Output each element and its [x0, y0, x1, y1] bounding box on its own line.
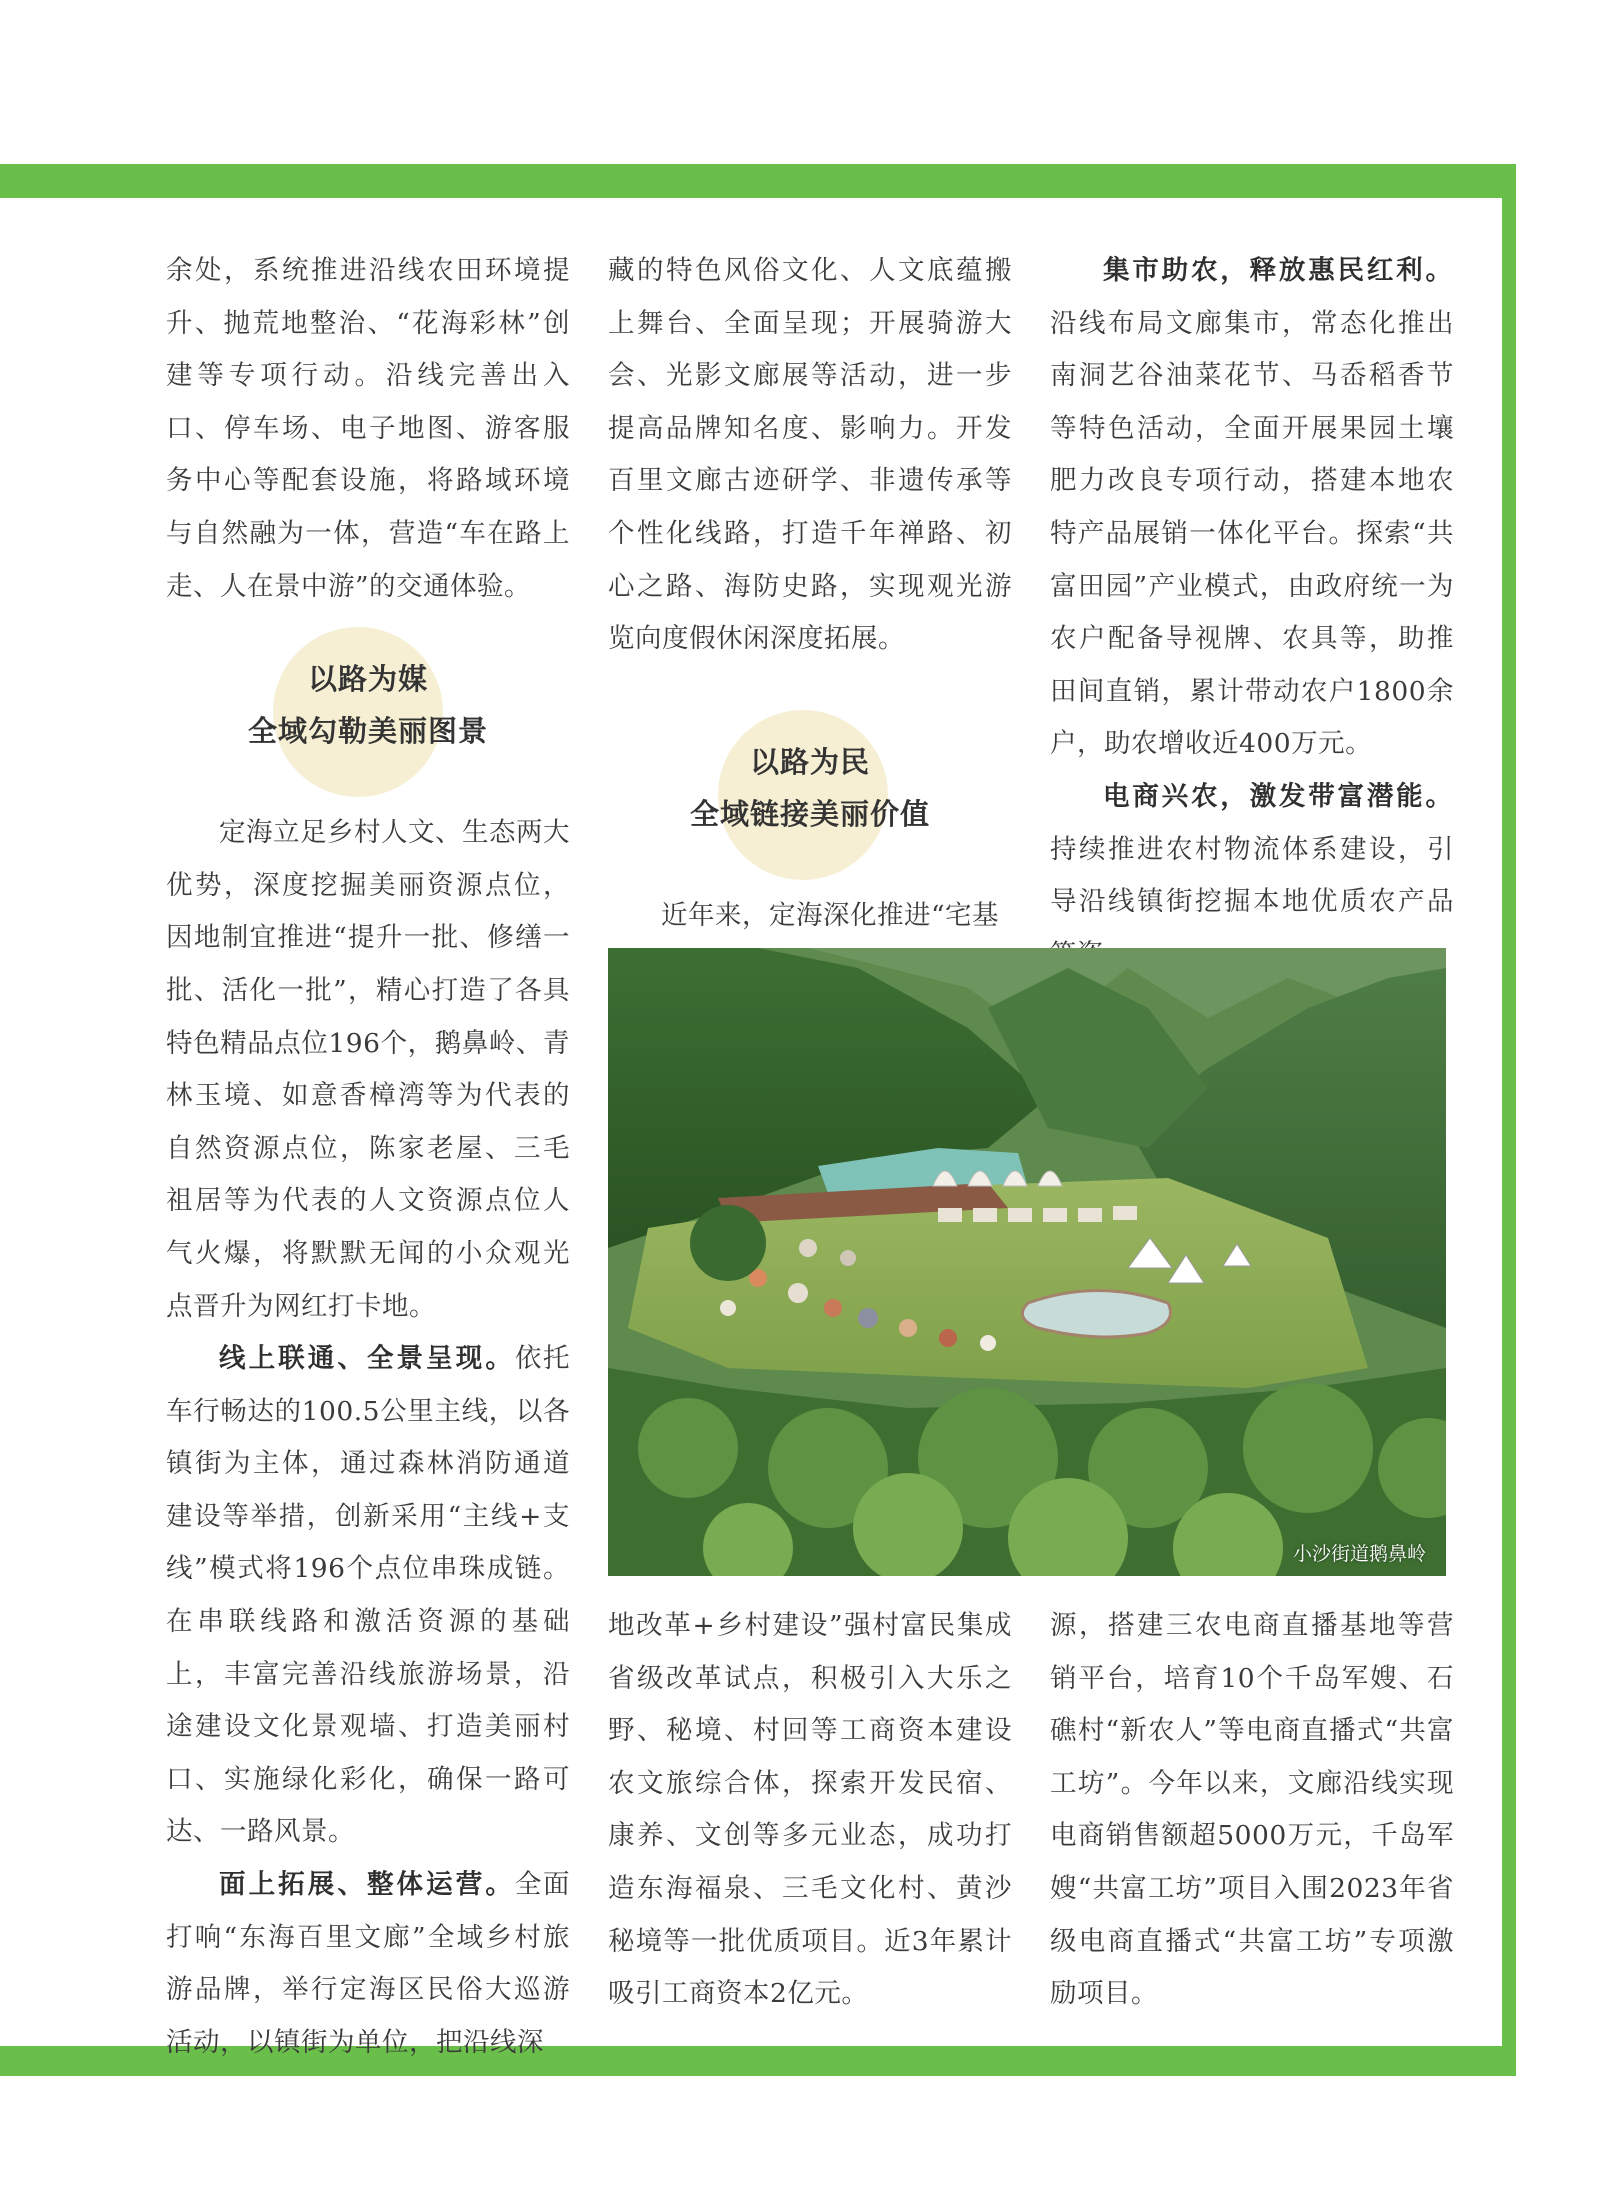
col2-paragraph-2: 近年来，定海深化推进“宅基 [661, 899, 1000, 931]
column-1 [166, 245, 570, 2069]
right-green-bar [1502, 164, 1516, 2046]
section-heading-1 [166, 627, 570, 797]
column-3 [1050, 245, 1454, 981]
landscape-photo [608, 948, 1446, 1576]
col3-paragraph-2-body: 持续推进农村物流体系建设，引导沿线镇街挖掘本地优质农产品 [1050, 833, 1454, 918]
col1-paragraph-4 [166, 1859, 570, 2069]
col2-paragraph-1: 藏的特色风俗文化、人文底蕴搬上舞台、全面呈现；开展骑游大会、光影文廊展等活动，进一步提高品牌知名度、影响力。开发百里文廊古迹研学、非遗传承等个性化线路，打造千年禅路、初心之路、海防史路，实现观光游览向度假休闲深度拓展。 [608, 255, 1012, 655]
column-2-continued [608, 1600, 1012, 2021]
section-heading-2 [608, 710, 1012, 880]
col3-paragraph-1 [1050, 245, 1454, 771]
heading-2-line-2: 全域链接美丽价值 [689, 796, 930, 831]
col1-paragraph-3 [166, 1333, 570, 1859]
top-green-bar [0, 164, 1516, 198]
heading-1-line-1: 以路为媒 [307, 662, 428, 697]
col3-paragraph-3: 源，搭建三农电商直播基地等营销平台，培育10个千岛军嫂、石礁村“新农人”等电商直播式“共富工坊”。今年以来，文廊沿线实现电商销售额超5000万元，千岛军嫂“共富工坊”项目入围2023年省级电商直播式“共富工坊”专项激励项目。 [1050, 1610, 1454, 2010]
heading-2-line-1: 以路为民 [749, 744, 870, 779]
col1-paragraph-4-body: 全面打响“东海百里文廊”全域乡村旅游品牌，举行定海区民俗大巡游活动，以镇街为单位，把沿线深 [166, 1869, 571, 2058]
column-2 [608, 245, 1012, 942]
photo-caption: 小沙街道鹅鼻岭 [1292, 1543, 1426, 1565]
col3-paragraph-1-lead: 集市助农，释放惠民红利。 [1103, 255, 1454, 286]
col3-paragraph-1-body: 沿线布局文廊集市，常态化推出南洞艺谷油菜花节、马岙稻香节等特色活动，全面开展果园土壤肥力改良专项行动，搭建本地农特产品展销一体化平台。探索“共富田园”产业模式，由政府统一为农户配备导视牌、农具等，助推田间直销，累计带动农户1800余户，助农增收近400万元。 [1050, 307, 1454, 760]
col3-paragraph-2-lead: 电商兴农，激发带富潜能。 [1103, 780, 1454, 812]
column-3-continued [1050, 1600, 1454, 2021]
col1-paragraph-3-lead: 线上联通、全景呈现。 [219, 1343, 515, 1375]
heading-1-line-2: 全域勾勒美丽图景 [247, 714, 488, 749]
valley-campsite-illustration [608, 948, 1446, 1576]
col1-paragraph-4-lead: 面上拓展、整体运营。 [219, 1869, 515, 1901]
col2-paragraph-3: 地改革+乡村建设”强村富民集成省级改革试点，积极引入大乐之野、秘境、村回等工商资本建设农文旅综合体，探索开发民宿、康养、文创等多元业态，成功打造东海福泉、三毛文化村、黄沙秘境等一批优质项目。近3年累计吸引工商资本2亿元。 [608, 1610, 1012, 2010]
col1-paragraph-3-body: 依托车行畅达的100.5公里主线，以各镇街为主体，通过森林消防通道建设等举措，创新采用“主线+支线”模式将196个点位串珠成链。在串联线路和激活资源的基础上，丰富完善沿线旅游场景，沿途建设文化景观墙、打造美丽村口、实施绿化彩化，确保一路可达、一路风景。 [166, 1343, 571, 1848]
col1-paragraph-1: 余处，系统推进沿线农田环境提升、抛荒地整治、“花海彩林”创建等专项行动。沿线完善出入口、停车场、电子地图、游客服务中心等配套设施，将路域环境与自然融为一体，营造“车在路上走、人在景中游”的交通体验。 [166, 255, 570, 602]
col1-paragraph-2: 定海立足乡村人文、生态两大优势，深度挖掘美丽资源点位，因地制宜推进“提升一批、修缮一批、活化一批”，精心打造了各具特色精品点位196个，鹅鼻岭、青林玉境、如意香樟湾等为代表的自然资源点位，陈家老屋、三毛祖居等为代表的人文资源点位人气火爆，将默默无闻的小众观光点晋升为网红打卡地。 [166, 817, 570, 1322]
